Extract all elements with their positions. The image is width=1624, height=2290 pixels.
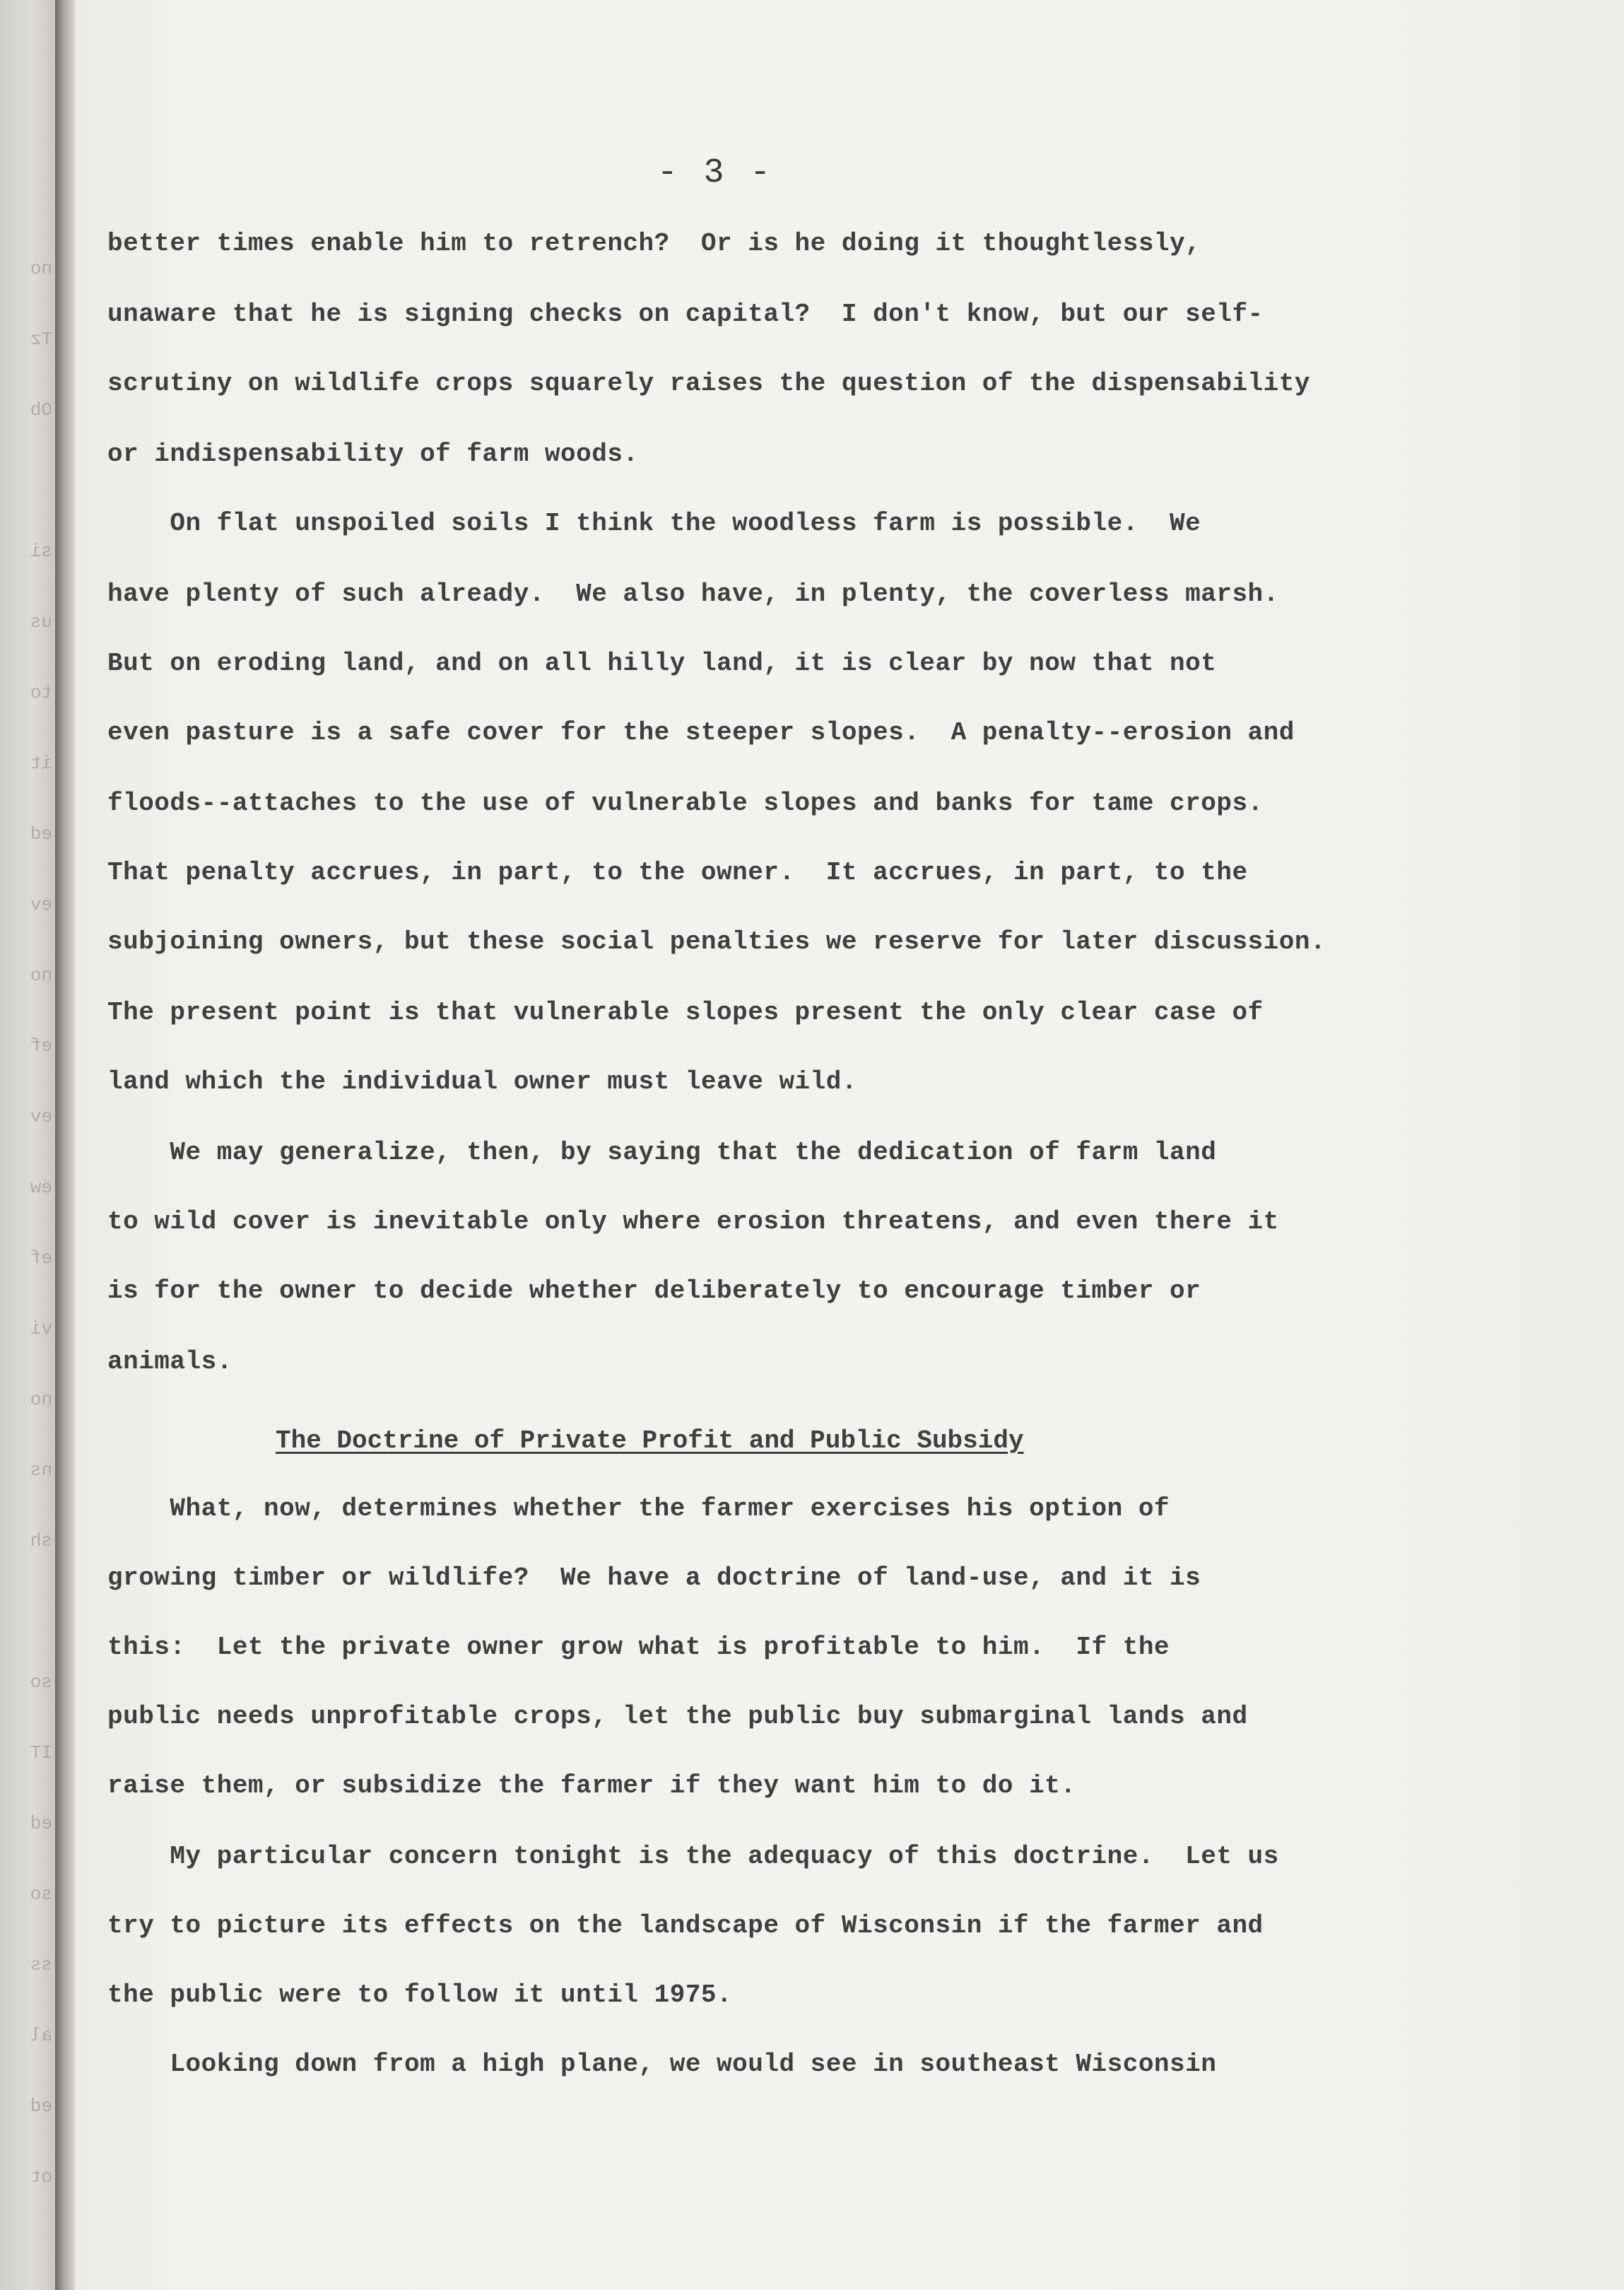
text-line: On flat unspoiled soils I think the woodless farm is possible. We (107, 509, 1201, 538)
text-line: public needs unprofitable crops, let the public buy submarginal lands and (107, 1702, 1248, 1731)
text-line: the public were to follow it until 1975. (107, 1980, 733, 2009)
text-line: What, now, determines whether the farmer exercises his option of (107, 1494, 1170, 1523)
text-line: have plenty of such already. We also have, in plenty, the coverless marsh. (107, 580, 1279, 609)
text-line: subjoining owners, but these social penalties we reserve for later discussion. (107, 927, 1326, 956)
text-line: Looking down from a high plane, we would see in southeast Wisconsin (107, 2050, 1217, 2079)
text-line: growing timber or wildlife? We have a doctrine of land-use, and it is (107, 1563, 1201, 1592)
text-line: or indispensability of farm woods. (107, 440, 639, 469)
text-line: floods--attaches to the use of vulnerable slopes and banks for tame crops. (107, 789, 1264, 818)
text-line: animals. (107, 1347, 233, 1376)
text-line: But on eroding land, and on all hilly land, it is clear by now that not (107, 649, 1217, 678)
text-line: this: Let the private owner grow what is profitable to him. If the (107, 1633, 1170, 1662)
text-line: unaware that he is signing checks on capital? I don't know, but our self- (107, 300, 1264, 329)
text-line: raise them, or subsidize the farmer if they want him to do it. (107, 1771, 1076, 1800)
text-line: We may generalize, then, by saying that the dedication of farm land (107, 1138, 1217, 1167)
text-line: better times enable him to retrench? Or is he doing it thoughtlessly, (107, 229, 1201, 258)
text-line: try to picture its effects on the landscape of Wisconsin if the farmer and (107, 1911, 1264, 1940)
text-line: is for the owner to decide whether deliberately to encourage timber or (107, 1276, 1201, 1305)
text-line: The present point is that vulnerable slopes present the only clear case of (107, 998, 1264, 1027)
text-line: even pasture is a safe cover for the steeper slopes. A penalty--erosion and (107, 718, 1295, 747)
section-heading: The Doctrine of Private Profit and Public Subsidy (276, 1426, 1024, 1455)
page-gutter-shadow (55, 0, 75, 2290)
facing-page-bleed-through: no Tz Ob si us to it ed ev no ef ev ew ef vi no ns sh so IT ed so ss al ed ot (30, 258, 52, 2188)
text-line: land which the individual owner must leave wild. (107, 1067, 857, 1096)
text-line: My particular concern tonight is the adequacy of this doctrine. Let us (107, 1842, 1279, 1871)
text-line: That penalty accrues, in part, to the owner. It accrues, in part, to the (107, 858, 1248, 887)
text-line: scrutiny on wildlife crops squarely raises the question of the dispensability (107, 369, 1310, 398)
facing-page-edge (0, 0, 55, 2290)
page-number: - 3 - (657, 154, 774, 192)
text-line: to wild cover is inevitable only where erosion threatens, and even there it (107, 1207, 1279, 1236)
